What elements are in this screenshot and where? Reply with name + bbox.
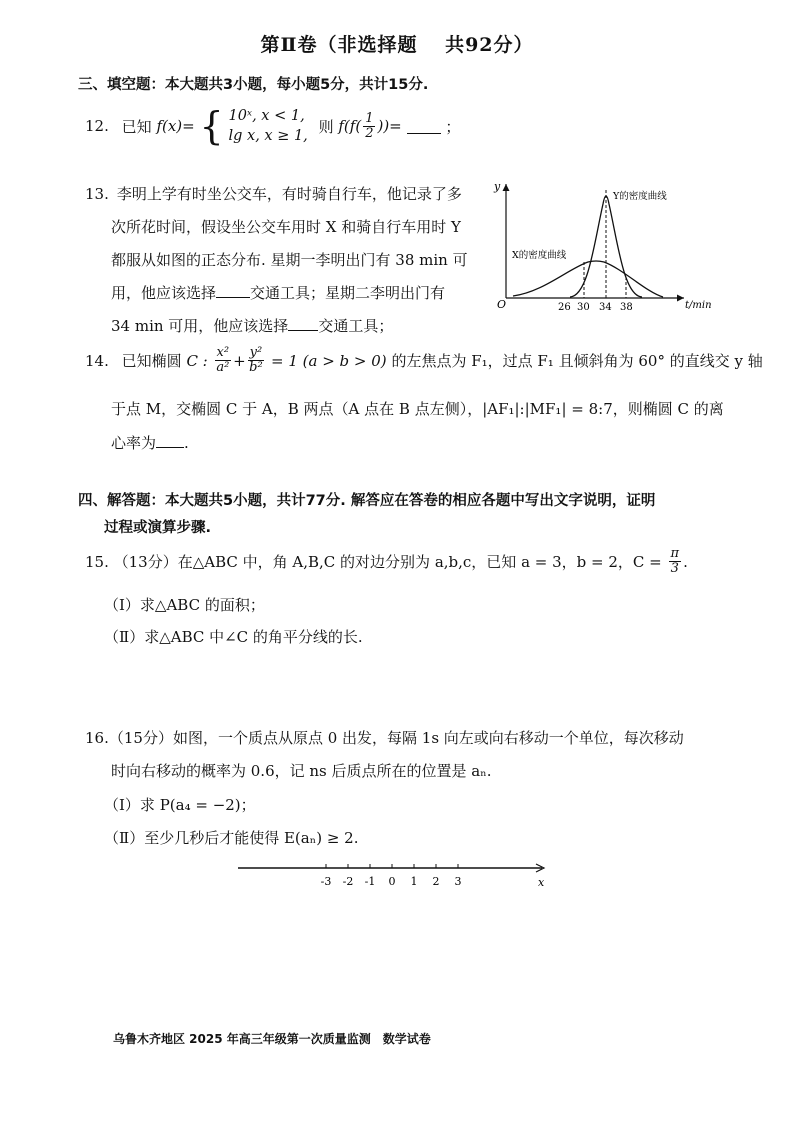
q14-frac-y: $\frac{\text{y²}}{\text{b²}}$ (249, 345, 263, 375)
graph-x-label: t/min (685, 300, 712, 311)
number-line-tick-label: -2 (342, 875, 354, 888)
tick-38: 38 (620, 302, 633, 313)
graph-y-label: y (494, 180, 501, 193)
question-13 (85, 178, 468, 343)
q13-blank-2 (288, 316, 318, 331)
number-line-tick-label: 1 (410, 875, 418, 888)
q13-line-5a: 34 min 可用，他应该选择 (111, 317, 289, 335)
q12-answer-blank (407, 119, 441, 134)
number-line-tick-label: -1 (364, 875, 376, 888)
q16-line-1: （15分）如图，一个质点从原点 0 出发，每隔 1s 向左或向右移动一个单位，每次移动 (108, 729, 684, 747)
q13-line-4a: 用，他应该选择 (111, 284, 217, 302)
q14-c: C : (186, 351, 208, 370)
footer: 乌鲁木齐地区 2025 年高三年级第一次质量监测 数学试卷 (113, 1032, 431, 1046)
q12-case-1: 10ˣ, x < 1, (228, 108, 305, 124)
number-line-tick-label: -3 (320, 875, 332, 888)
tick-26: 26 (558, 302, 571, 313)
section-title: 第Ⅱ卷（非选择题 共92分） (260, 34, 534, 56)
q12-then: 则 (318, 117, 334, 136)
q12-tail: ； (445, 117, 461, 136)
q16-number: 16. (85, 729, 109, 747)
q16-part-2: （Ⅱ）至少几秒后才能使得 E(aₙ) ≥ 2. (104, 829, 359, 847)
question-12 (85, 106, 460, 146)
density-curve-figure (488, 174, 718, 314)
q12-pre: 已知 (121, 117, 152, 136)
number-line-tick-label: 3 (454, 875, 462, 888)
q12-fx: f(x)= (156, 117, 195, 135)
q16-line-2: 时向右移动的概率为 0.6，记 ns 后质点所在的位置是 aₙ. (111, 762, 492, 780)
number-line-tick-label: 2 (432, 875, 440, 888)
q14-line-3: 心率为 . (111, 434, 189, 452)
q13-blank-1 (216, 283, 250, 298)
q14-line-1-tail: 的左焦点为 F₁，过点 F₁ 且倾斜角为 60° 的直线交 y 轴 (391, 352, 763, 370)
number-line-figure (230, 858, 560, 892)
number-line-x-label: x (538, 876, 545, 889)
q13-line-4b: 交通工具；星期二李明出门有 (250, 284, 446, 302)
tick-30: 30 (577, 302, 590, 313)
q13-line-5b: 交通工具； (318, 317, 394, 335)
q12-expr: f(f( (338, 117, 362, 135)
question-16-line-1 (85, 727, 684, 748)
tick-34: 34 (599, 302, 612, 313)
section-4-heading-line-1: 四、解答题：本大题共5小题，共计77分. 解答应在答卷的相应各题中写出文字说明，证明 (78, 493, 656, 509)
q15-stem: （13分）在△ABC 中，角 A,B,C 的对边分别为 a,b,c，已知 a = 3，b = 2，C = (113, 553, 662, 571)
q13-line-2: 次所花时间，假设坐公交车用时 X 和骑自行车用时 Y (111, 218, 461, 236)
question-14-line-1: 14. 已知椭圆 C : $\frac{\text{x²}}{\text{a²}}$ + $\frac{\text{y²}}{\text{b²}}$ = 1 (a > b > 0) 的左焦点为 F₁，过点 F₁ 且倾斜角为 60° 的直线交 y 轴 (85, 345, 763, 375)
number-line-tick-label: 0 (388, 875, 396, 888)
q15-part-1: （Ⅰ）求△ABC 的面积； (104, 596, 265, 614)
q12-expr-end: ))= (377, 117, 402, 135)
q14-answer-blank (156, 433, 184, 448)
question-15: 15. （13分）在△ABC 中，角 A,B,C 的对边分别为 a,b,c，已知 a = 3，b = 2，C = $\frac{\pi}{3}$ . (85, 546, 688, 576)
q15-fraction: $\frac{\pi}{3}$ (670, 546, 680, 576)
q14-eq: = 1 (a > b > 0) (271, 351, 387, 370)
q15-part-2: （Ⅱ）求△ABC 中∠C 的角平分线的长. (104, 628, 363, 646)
q12-number: 12. (85, 117, 109, 135)
q14-number: 14. (85, 351, 109, 370)
q12-case-2: lg x, x ≥ 1, (228, 128, 308, 144)
q14-frac-x: $\frac{\text{x²}}{\text{a²}}$ (216, 345, 230, 375)
q13-line-3: 都服从如图的正态分布. 星期一李明出门有 38 min 可 (111, 251, 468, 269)
section-4-heading-line-2: 过程或演算步骤. (104, 520, 212, 536)
y-curve-label: Y的密度曲线 (613, 191, 667, 202)
graph-origin-label: O (497, 298, 507, 311)
q16-part-1: （Ⅰ）求 P(a₄ = −2)； (104, 796, 256, 814)
q15-number: 15. (85, 552, 109, 571)
q13-line-1: 李明上学有时坐公交车，有时骑自行车，他记录了多 (116, 185, 462, 203)
x-curve-label: X的密度曲线 (512, 250, 567, 261)
q12-fraction: $\frac{1}{2}$ (365, 110, 374, 141)
q14-pre: 已知椭圆 (121, 352, 182, 370)
q13-number: 13. (85, 185, 109, 203)
x-density-curve (513, 261, 663, 297)
section-3-heading: 三、填空题：本大题共3小题，每小题5分，共计15分. (78, 77, 429, 93)
q14-line-2: 于点 M，交椭圆 C 于 A，B 两点（A 点在 B 点左侧），|AF₁|:|MF₁| = 8:7，则椭圆 C 的离 (111, 400, 724, 418)
q12-brace: { (199, 104, 224, 148)
q12-cases (228, 106, 307, 146)
